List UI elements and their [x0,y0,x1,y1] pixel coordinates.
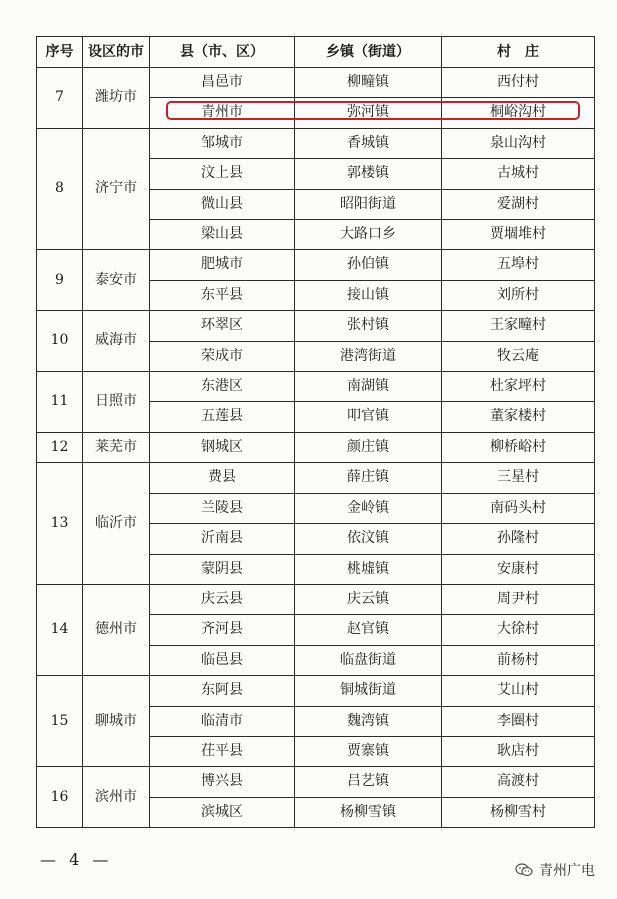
header-county: 县（市、区） [150,37,295,68]
city-name: 临沂市 [83,463,150,585]
town-cell: 临盘街道 [295,645,442,675]
city-name: 滨州市 [83,767,150,828]
village-table [36,36,595,828]
table-row [37,463,595,493]
city-name: 威海市 [83,311,150,372]
group-number: 14 [37,584,83,675]
city-name: 聊城市 [83,676,150,767]
header-city: 设区的市 [83,37,150,68]
village-cell: 古城村 [442,159,595,189]
group-number: 16 [37,767,83,828]
town-cell: 孙伯镇 [295,250,442,280]
table-row [37,432,595,462]
group-number: 13 [37,463,83,585]
village-cell: 西付村 [442,68,595,98]
county-cell: 微山县 [150,189,295,219]
county-cell: 东港区 [150,372,295,402]
county-cell: 昌邑市 [150,68,295,98]
town-cell: 薛庄镇 [295,463,442,493]
village-cell: 桐峪沟村 [442,98,595,128]
village-cell: 高渡村 [442,767,595,797]
county-cell: 荣成市 [150,341,295,371]
header-no: 序号 [37,37,83,68]
town-cell: 叩官镇 [295,402,442,432]
village-cell: 大徐村 [442,615,595,645]
city-name: 济宁市 [83,128,150,250]
village-cell: 杜家坪村 [442,372,595,402]
town-cell: 接山镇 [295,280,442,310]
county-cell: 钢城区 [150,432,295,462]
town-cell: 贾寨镇 [295,736,442,766]
table-row [37,584,595,614]
town-cell: 弥河镇 [295,98,442,128]
county-cell: 费县 [150,463,295,493]
village-cell: 董家楼村 [442,402,595,432]
table-row [37,372,595,402]
town-cell: 依汶镇 [295,524,442,554]
county-cell: 庆云县 [150,584,295,614]
county-cell: 临邑县 [150,645,295,675]
county-cell: 肥城市 [150,250,295,280]
header-town: 乡镇（街道） [295,37,442,68]
village-cell: 耿店村 [442,736,595,766]
village-cell: 泉山沟村 [442,128,595,158]
table-row [37,68,595,98]
group-number: 7 [37,68,83,129]
town-cell: 铜城街道 [295,676,442,706]
county-cell: 蒙阴县 [150,554,295,584]
village-cell: 王家疃村 [442,311,595,341]
group-number: 10 [37,311,83,372]
table-body [37,68,595,828]
village-cell: 五埠村 [442,250,595,280]
group-number: 11 [37,372,83,433]
county-cell: 青州市 [150,98,295,128]
village-cell: 李圈村 [442,706,595,736]
table-row [37,311,595,341]
city-name: 莱芜市 [83,432,150,462]
county-cell: 茌平县 [150,736,295,766]
village-cell: 艾山村 [442,676,595,706]
county-cell: 环翠区 [150,311,295,341]
table-row [37,767,595,797]
village-cell: 安康村 [442,554,595,584]
town-cell: 杨柳雪镇 [295,797,442,827]
town-cell: 庆云镇 [295,584,442,614]
town-cell: 赵官镇 [295,615,442,645]
town-cell: 桃墟镇 [295,554,442,584]
table-row [37,250,595,280]
village-cell: 南码头村 [442,493,595,523]
county-cell: 博兴县 [150,767,295,797]
village-cell: 爱湖村 [442,189,595,219]
watermark [515,860,595,880]
town-cell: 魏湾镇 [295,706,442,736]
town-cell: 张村镇 [295,311,442,341]
town-cell: 昭阳街道 [295,189,442,219]
village-cell: 周尹村 [442,584,595,614]
town-cell: 港湾街道 [295,341,442,371]
village-cell: 柳桥峪村 [442,432,595,462]
town-cell: 郭楼镇 [295,159,442,189]
town-cell: 吕艺镇 [295,767,442,797]
county-cell: 兰陵县 [150,493,295,523]
county-cell: 五莲县 [150,402,295,432]
village-cell: 前杨村 [442,645,595,675]
county-cell: 梁山县 [150,220,295,250]
city-name: 日照市 [83,372,150,433]
county-cell: 临清市 [150,706,295,736]
group-number: 15 [37,676,83,767]
page-number: — 4 — [40,850,113,869]
village-cell: 贾堌堆村 [442,220,595,250]
watermark-text: 青州广电 [539,863,595,879]
county-cell: 滨城区 [150,797,295,827]
city-name: 潍坊市 [83,68,150,129]
group-number: 12 [37,432,83,462]
header-village: 村 庄 [442,37,595,68]
town-cell: 柳疃镇 [295,68,442,98]
county-cell: 沂南县 [150,524,295,554]
city-name: 泰安市 [83,250,150,311]
town-cell: 金岭镇 [295,493,442,523]
county-cell: 东平县 [150,280,295,310]
county-cell: 汶上县 [150,159,295,189]
city-name: 德州市 [83,584,150,675]
town-cell: 大路口乡 [295,220,442,250]
village-cell: 三星村 [442,463,595,493]
village-cell: 孙隆村 [442,524,595,554]
table-header-row [37,37,595,68]
table-row [37,676,595,706]
table-row [37,128,595,158]
wechat-icon [515,863,533,877]
village-cell: 杨柳雪村 [442,797,595,827]
group-number: 8 [37,128,83,250]
village-cell: 刘所村 [442,280,595,310]
village-cell: 牧云庵 [442,341,595,371]
county-cell: 邹城市 [150,128,295,158]
town-cell: 香城镇 [295,128,442,158]
town-cell: 颜庄镇 [295,432,442,462]
county-cell: 齐河县 [150,615,295,645]
county-cell: 东阿县 [150,676,295,706]
group-number: 9 [37,250,83,311]
town-cell: 南湖镇 [295,372,442,402]
